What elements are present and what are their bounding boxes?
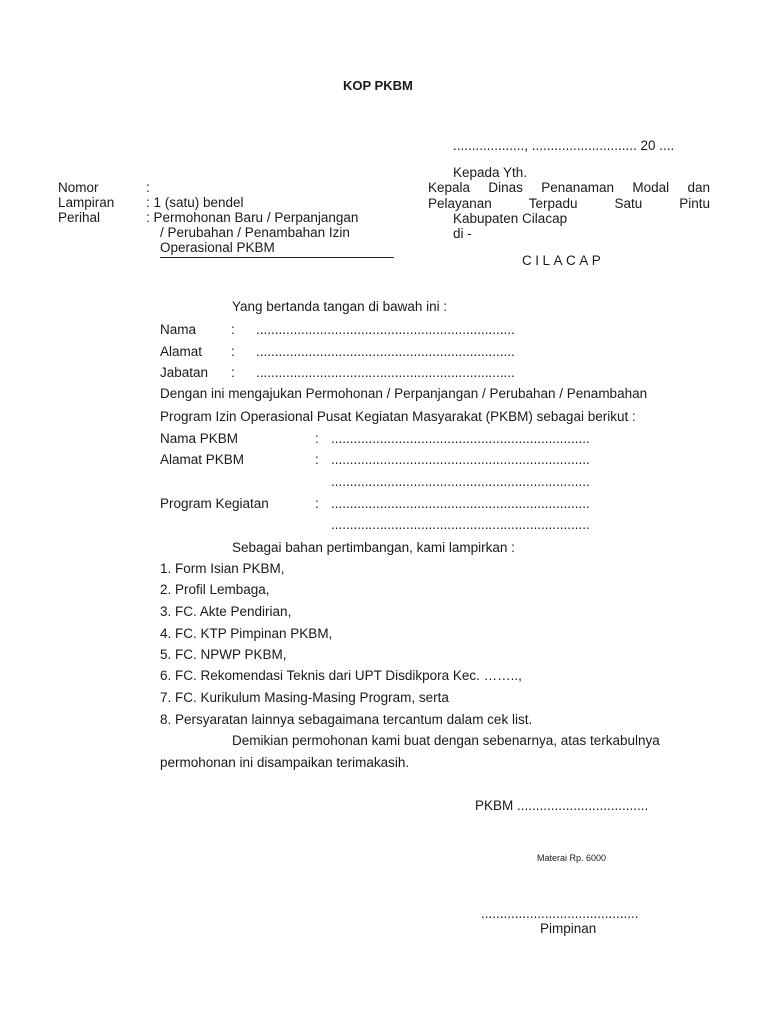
signature-dots: .......................................... (481, 906, 639, 921)
date-line: ..................., ............................ 20 .... (453, 138, 675, 153)
intro-text: Yang bertanda tangan di bawah ini : (232, 299, 448, 314)
program-dots: ..................................................................... (331, 496, 590, 511)
word: dan (687, 180, 710, 195)
word: Pintu (679, 196, 710, 211)
signer-role: Pimpinan (540, 921, 597, 936)
alamat-dots: ..................................................................... (256, 344, 515, 359)
request-line-2: Program Izin Operasional Pusat Kegiatan Masyarakat (PKBM) sebagai berikut : (160, 409, 636, 424)
alamat-label: Alamat (160, 344, 203, 359)
list-item: 2. Profil Lembaga, (160, 582, 270, 597)
list-item: 3. FC. Akte Pendirian, (160, 604, 292, 619)
perihal-underline (160, 257, 394, 258)
list-item: 8. Persyaratan lainnya sebagaimana tercantum dalam cek list. (160, 712, 533, 727)
nomor-colon: : (146, 180, 150, 195)
nomor-label: Nomor (58, 180, 99, 195)
program-colon: : (315, 496, 319, 511)
recipient-greeting: Kepada Yth. (453, 165, 528, 180)
recipient-line-1 (428, 180, 710, 195)
pkbm-signature-line: PKBM ................................... (475, 798, 649, 813)
alamat-pkbm-colon: : (315, 452, 319, 467)
nama-pkbm-colon: : (315, 431, 319, 446)
lampiran-value: : 1 (satu) bendel (146, 195, 244, 210)
word: Satu (614, 196, 643, 211)
alamat-pkbm-dots-2: ..................................................................... (331, 474, 590, 489)
closing-line-1: Demikian permohonan kami buat dengan sebenarnya, atas terkabulnya (232, 733, 660, 748)
program-label: Program Kegiatan (160, 496, 269, 511)
request-line-1: Dengan ini mengajukan Permohonan / Perpanjangan / Perubahan / Penambahan (160, 386, 648, 401)
recipient-city: CILACAP (522, 253, 605, 268)
recipient-line-2 (428, 196, 710, 211)
word: Pelayanan (428, 196, 492, 211)
list-item: 5. FC. NPWP PKBM, (160, 647, 287, 662)
nama-pkbm-dots: ..................................................................... (331, 431, 590, 446)
list-item: 1. Form Isian PKBM, (160, 561, 285, 576)
jabatan-label: Jabatan (160, 365, 209, 380)
perihal-label: Perihal (58, 210, 101, 225)
materai-label: Materai Rp. 6000 (537, 853, 607, 863)
perihal-value-3: Operasional PKBM (160, 240, 275, 255)
attach-intro: Sebagai bahan pertimbangan, kami lampirkan : (232, 540, 515, 555)
recipient-line-3: Kabupaten Cilacap (453, 211, 568, 226)
list-item: 4. FC. KTP Pimpinan PKBM, (160, 626, 333, 641)
recipient-line-4: di - (453, 226, 472, 241)
nama-label: Nama (160, 322, 197, 337)
nama-pkbm-label: Nama PKBM (160, 431, 239, 446)
alamat-pkbm-label: Alamat PKBM (160, 452, 245, 467)
nama-dots: ..................................................................... (256, 322, 515, 337)
list-item: 6. FC. Rekomendasi Teknis dari UPT Disdikpora Kec. …….., (160, 668, 522, 683)
list-item: 7. FC. Kurikulum Masing-Masing Program, serta (160, 690, 449, 705)
word: Dinas (488, 180, 523, 195)
word: Modal (632, 180, 670, 195)
program-dots-2: ..................................................................... (331, 517, 590, 532)
perihal-value-2: / Perubahan / Penambahan Izin (160, 225, 350, 240)
perihal-value-1: : Permohonan Baru / Perpanjangan (146, 210, 359, 225)
word: Terpadu (528, 196, 578, 211)
alamat-pkbm-dots: ..................................................................... (331, 452, 590, 467)
letterhead-title: KOP PKBM (343, 78, 413, 93)
word: Kepala (428, 180, 471, 195)
lampiran-label: Lampiran (58, 195, 115, 210)
word: Penanaman (541, 180, 615, 195)
jabatan-dots: ..................................................................... (256, 365, 515, 380)
closing-line-2: permohonan ini disampaikan terimakasih. (160, 755, 410, 770)
alamat-colon: : (231, 344, 235, 359)
jabatan-colon: : (231, 365, 235, 380)
nama-colon: : (231, 322, 235, 337)
